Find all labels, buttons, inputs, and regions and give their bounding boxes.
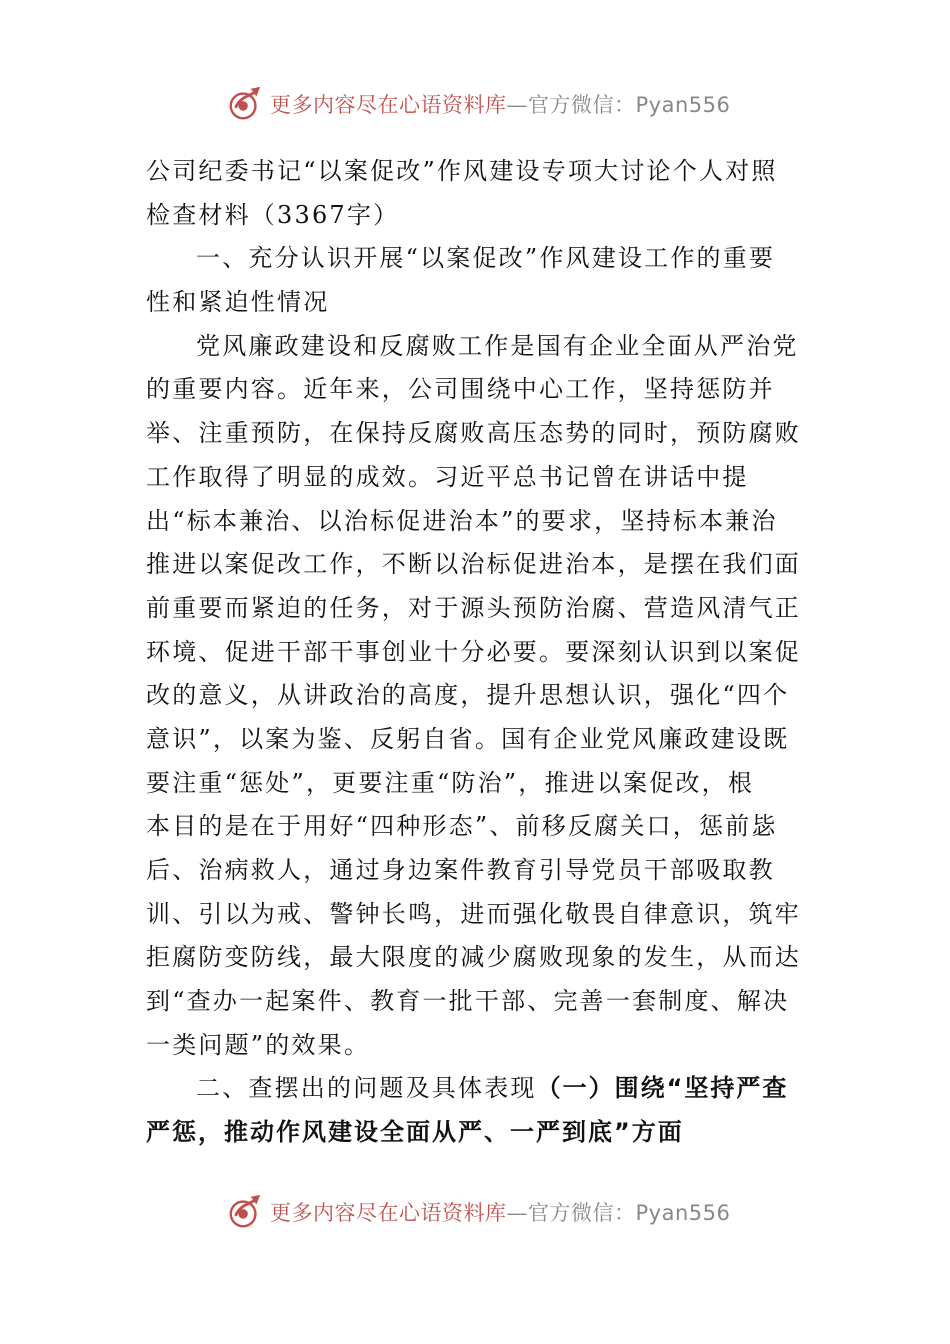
paragraph-line: 后、治病救人，通过身边案件教育引导党员干部吸取教 <box>146 856 775 884</box>
paragraph-line: 到“查办一起案件、教育一批干部、完善一套制度、解决 <box>146 987 790 1016</box>
paragraph-line: 训、引以为戒、警钟长鸣，进而强化敬畏自律意识，筑牢 <box>146 899 801 928</box>
paragraph-line: 一类问题”的效果。 <box>146 1030 371 1059</box>
paragraph-line: 改的意义，从讲政治的高度，提升思想认识，强化“四个 <box>146 681 790 710</box>
paragraph-line: 前重要而紧迫的任务，对于源头预防治腐、营造风清气正 <box>146 593 801 622</box>
section-2-subheading: （一）围绕“坚持严查 <box>536 1074 789 1103</box>
watermark-text: 更多内容尽在心语资料库—官方微信：Pyan556 <box>270 93 731 117</box>
paragraph-line: 举、注重预防，在保持反腐败高压态势的同时，预防腐败 <box>146 419 801 448</box>
watermark-text: 更多内容尽在心语资料库—官方微信：Pyan556 <box>270 1201 731 1225</box>
document-title-line-2: 检查材料（3367字） <box>146 200 400 229</box>
paragraph-line: 拒腐防变防线，最大限度的减少腐败现象的发生，从而达 <box>146 943 801 972</box>
paragraph-line: 要注重“惩处”，更要注重“防治”，推进以案促改，根 <box>146 768 755 797</box>
paragraph-line: 工作取得了明显的成效。习近平总书记曾在讲话中提 <box>146 462 749 491</box>
paragraph-line: 党风廉政建设和反腐败工作是国有企业全面从严治党 <box>196 331 799 360</box>
paragraph-line: 的重要内容。近年来，公司围绕中心工作，坚持惩防并 <box>146 375 775 404</box>
paragraph-line: 本目的是在于用好“四种形态”、前移反腐关口，惩前毖 <box>146 812 778 841</box>
paragraph-line: 意识”，以案为鉴、反躬自省。国有企业党风廉政建设既 <box>146 724 790 753</box>
paragraph-line: 环境、促进干部干事创业十分必要。要深刻认识到以案促 <box>146 637 801 666</box>
watermark-banner-bottom <box>226 1190 730 1234</box>
watermark-banner-top <box>226 82 730 126</box>
section-1-heading-cont: 性和紧迫性情况 <box>146 288 330 317</box>
section-2-subheading-cont: 严惩，推动作风建设全面从严、一严到底”方面 <box>146 1118 684 1147</box>
paragraph-line: 出“标本兼治、以治标促进治本”的要求，坚持标本兼治 <box>146 506 778 535</box>
paragraph-line: 推进以案促改工作，不断以治标促进治本，是摆在我们面 <box>146 550 801 579</box>
brand-logo-icon <box>226 85 264 123</box>
document-body <box>146 150 806 1155</box>
section-1-heading: 一、充分认识开展“以案促改”作风建设工作的重要 <box>196 244 776 273</box>
document-title-line-1: 公司纪委书记“以案促改”作风建设专项大讨论个人对照 <box>146 157 778 185</box>
brand-logo-icon <box>226 1193 264 1231</box>
section-2-lead: 二、查摆出的问题及具体表现 <box>196 1074 537 1103</box>
section-2-heading <box>146 1067 806 1111</box>
